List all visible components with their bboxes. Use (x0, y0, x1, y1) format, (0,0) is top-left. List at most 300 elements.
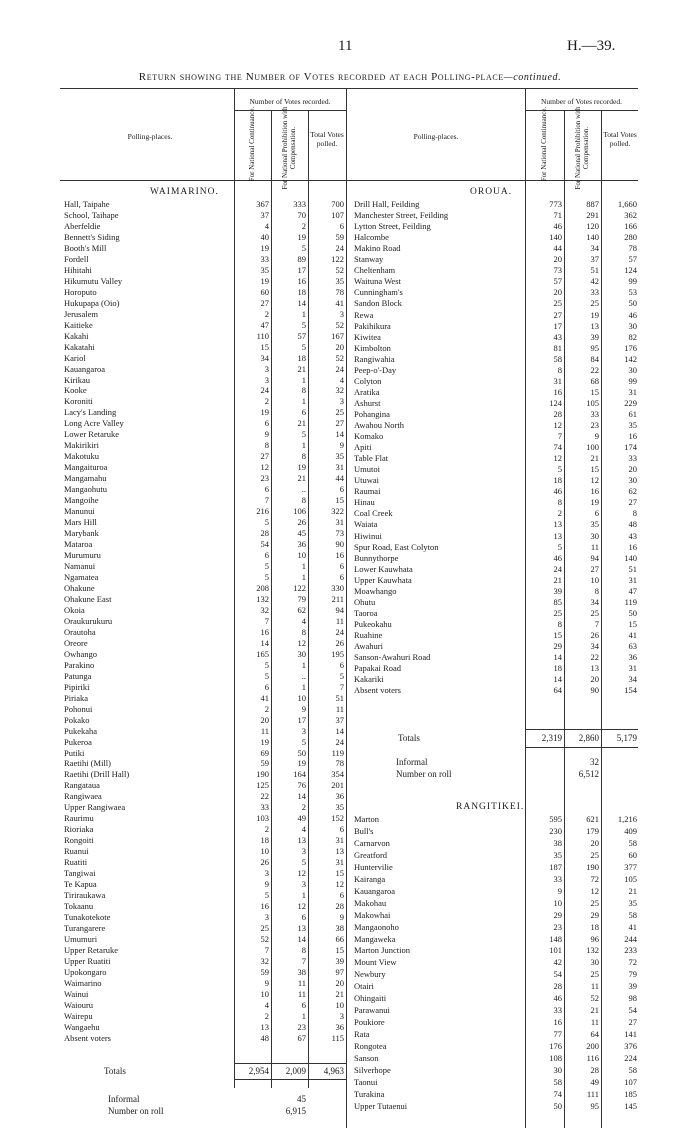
table-row (354, 652, 638, 663)
continuance-votes: 5 (264, 659, 269, 670)
continuance-votes: 13 (260, 1021, 269, 1032)
total-votes: 15 (335, 868, 344, 879)
polling-place-name: Huntervilie (354, 861, 393, 872)
continuance-votes: 15 (260, 341, 269, 352)
polling-place-name: Upper Kauwhata (354, 574, 412, 585)
total-votes: 50 (628, 607, 637, 618)
polling-place-name: Pohonui (64, 703, 93, 714)
waimarino-totals-rule (234, 1063, 346, 1064)
table-row (64, 846, 346, 857)
continuance-votes: 50 (553, 1100, 562, 1111)
continuance-votes: 54 (260, 539, 269, 550)
total-votes: 97 (335, 966, 344, 977)
continuance-votes: 85 (553, 596, 562, 607)
continuance-votes: 7 (264, 944, 269, 955)
continuance-votes: 187 (549, 861, 562, 872)
table-row (64, 1011, 346, 1022)
continuance-votes: 16 (260, 626, 269, 637)
table-row (354, 1041, 638, 1052)
table-row (354, 826, 638, 837)
prohibition-votes: 95 (590, 1100, 599, 1111)
continuance-votes: 9 (557, 885, 562, 896)
total-votes: 15 (335, 944, 344, 955)
table-row (64, 879, 346, 890)
page-title (0, 71, 700, 83)
total-votes: 30 (628, 475, 637, 486)
continuance-votes: 46 (553, 221, 562, 232)
table-row (64, 638, 346, 649)
table-row (64, 407, 346, 418)
total-votes: 185 (624, 1088, 637, 1099)
prohibition-votes: 15 (590, 464, 599, 475)
total-votes: 8 (632, 508, 637, 519)
polling-place-name: Upokongaro (64, 966, 107, 977)
prohibition-votes: 14 (297, 933, 306, 944)
table-row (64, 353, 346, 364)
polling-place-name: Raetihi (Mill) (64, 758, 111, 769)
total-votes: 51 (335, 692, 344, 703)
total-votes: 11 (335, 703, 344, 714)
polling-place-name: Sanson (354, 1053, 379, 1063)
continuance-votes: 46 (553, 552, 562, 563)
total-votes: 36 (335, 1021, 344, 1032)
table-row (354, 1065, 638, 1076)
polling-place-name: Apiti (354, 442, 372, 453)
prohibition-votes: 1 (301, 374, 306, 385)
polling-place-name: Ngamatea (64, 571, 99, 582)
polling-place-name: Turakina (354, 1088, 385, 1099)
table-row (64, 780, 346, 791)
continuance-votes: 12 (553, 453, 562, 464)
table-row (354, 497, 638, 508)
total-votes: 35 (628, 897, 637, 908)
prohibition-votes: 21 (297, 473, 306, 484)
total-votes: 27 (335, 418, 344, 429)
table-row (64, 726, 346, 737)
polling-place-name: Bunnythorpe (354, 552, 399, 563)
continuance-votes: 13 (553, 519, 562, 530)
continuance-votes: 18 (553, 663, 562, 674)
polling-place-name: Upper Tutaenui (354, 1100, 408, 1111)
prohibition-votes: 5 (301, 429, 306, 440)
table-row (64, 517, 346, 528)
polling-place-name: Hinau (354, 497, 375, 508)
table-row (64, 298, 346, 309)
prohibition-votes: 8 (301, 385, 306, 396)
prohibition-votes: 12 (297, 901, 306, 912)
continuance-votes: 54 (553, 969, 562, 980)
table-row (64, 835, 346, 846)
table-row (354, 874, 638, 885)
table-row (354, 1077, 638, 1088)
continuance-votes: 42 (553, 957, 562, 968)
prohibition-votes: 5 (301, 242, 306, 253)
table-row (354, 199, 638, 210)
continuance-votes: 108 (549, 1053, 562, 1063)
continuance-votes: 58 (553, 1076, 562, 1087)
table-row (354, 221, 638, 232)
polling-place-name: Lower Kauwhata (354, 563, 413, 574)
polling-place-name: Mangamahu (64, 473, 107, 484)
table-row (354, 321, 638, 332)
prohibition-votes: 25 (590, 849, 599, 860)
waimarino-total-votes: 4,963 (323, 1066, 344, 1076)
total-votes: 700 (331, 199, 344, 209)
polling-place-name: Makohau (354, 897, 387, 908)
prohibition-votes: 8 (301, 451, 306, 462)
total-votes: 24 (335, 242, 344, 253)
total-votes: 330 (331, 582, 344, 593)
total-votes: 107 (331, 209, 344, 220)
table-row (64, 331, 346, 342)
total-votes: 79 (628, 969, 637, 980)
total-votes: 58 (628, 909, 637, 920)
prohibition-votes: 10 (590, 574, 599, 585)
polling-place-name: Moawhango (354, 585, 397, 596)
continuance-votes: 21 (553, 574, 562, 585)
total-votes: 145 (624, 1100, 637, 1111)
table-row (354, 365, 638, 376)
table-row (354, 862, 638, 873)
continuance-votes: 28 (260, 528, 269, 539)
polling-place-name: Ashurst (354, 397, 381, 408)
prohibition-votes: 25 (590, 607, 599, 618)
prohibition-votes: 7 (301, 955, 306, 966)
total-votes: 60 (628, 849, 637, 860)
total-votes: 63 (628, 641, 637, 651)
table-row (64, 583, 346, 594)
continuance-votes: 73 (553, 265, 562, 276)
prohibition-votes: 42 (590, 276, 599, 287)
continuance-votes: 7 (557, 431, 562, 442)
prohibition-votes: 34 (590, 641, 599, 651)
table-row (64, 671, 346, 682)
polling-place-name: Sandon Block (354, 298, 402, 309)
total-votes: 43 (628, 530, 637, 541)
table-row (64, 649, 346, 660)
table-row (64, 385, 346, 396)
total-votes: 41 (628, 921, 637, 932)
total-votes: 26 (335, 637, 344, 648)
polling-place-name: Spur Road, East Colyton (354, 541, 439, 552)
prohibition-votes: 1 (301, 681, 306, 692)
prohibition-votes: 621 (586, 814, 599, 824)
total-votes: 14 (335, 429, 344, 440)
table-row (354, 814, 638, 825)
total-votes: 52 (335, 264, 344, 275)
continuance-votes: 35 (260, 264, 269, 275)
polling-place-name: Lower Retaruke (64, 429, 119, 440)
table-row (64, 890, 346, 901)
prohibition-votes: 132 (586, 945, 599, 956)
prohibition-votes: 190 (586, 861, 599, 872)
total-votes: 58 (628, 1064, 637, 1075)
table-row (354, 475, 638, 486)
continuance-votes: 39 (553, 585, 562, 596)
prohibition-votes: .. (301, 670, 306, 681)
continuance-votes: 29 (553, 909, 562, 920)
continuance-votes: 43 (553, 331, 562, 342)
total-votes: 280 (624, 232, 637, 243)
table-row (64, 539, 346, 550)
total-votes: 154 (624, 685, 637, 696)
prohibition-votes: 49 (297, 813, 306, 824)
continuance-votes: 60 (260, 286, 269, 297)
polling-place-name: Parakino (64, 659, 95, 670)
prohibition-votes: 1 (301, 659, 306, 670)
continuance-votes: 27 (260, 451, 269, 462)
table-row (354, 619, 638, 630)
continuance-votes: 17 (553, 320, 562, 331)
polling-place-name: Lytton Street, Feilding (354, 221, 431, 232)
prohibition-votes: 52 (590, 993, 599, 1004)
prohibition-votes: 8 (301, 495, 306, 506)
prohibition-votes: 21 (297, 418, 306, 429)
prohibition-votes: 37 (590, 254, 599, 265)
votes-recorded-header-right: Number of Votes recorded. (541, 97, 622, 106)
total-votes: 376 (624, 1041, 637, 1052)
polling-place-name: Makirikiri (64, 440, 99, 451)
continuance-votes: 140 (549, 232, 562, 243)
continuance-votes: 103 (256, 813, 269, 824)
table-row (64, 769, 346, 780)
section-title-waimarino: WAIMARINO. (150, 187, 219, 197)
continuance-votes: 31 (553, 375, 562, 386)
table-row (64, 813, 346, 824)
total-votes: 44 (335, 473, 344, 484)
continuance-votes: 9 (264, 977, 269, 988)
total-votes: 39 (335, 955, 344, 966)
table-row (354, 850, 638, 861)
continuance-votes: 110 (256, 330, 269, 341)
continuance-votes: 6 (264, 681, 269, 692)
total-votes: 201 (331, 780, 344, 791)
continuance-votes: 5 (264, 670, 269, 681)
total-votes: 9 (339, 912, 344, 923)
polling-place-name: Makino Road (354, 243, 401, 254)
prohibition-votes: 13 (297, 835, 306, 846)
total-votes: 3 (339, 1010, 344, 1021)
votes-recorded-header: Number of Votes recorded. (249, 97, 331, 106)
polling-place-name: Okoia (64, 604, 85, 615)
prohibition-votes: 25 (590, 897, 599, 908)
prohibition-votes: 9 (301, 703, 306, 714)
total-votes: 35 (335, 451, 344, 462)
prohibition-votes: 25 (590, 969, 599, 980)
prohibition-votes: 5 (301, 341, 306, 352)
polling-place-name: Kakatahi (64, 341, 95, 352)
polling-place-name: Cheltenham (354, 265, 396, 276)
table-row (354, 553, 638, 564)
polling-place-name: Colyton (354, 375, 382, 386)
continuance-votes: 15 (553, 629, 562, 640)
continuance-votes: 208 (256, 582, 269, 593)
continuance-votes: 10 (260, 846, 269, 857)
prohibition-votes: 57 (297, 330, 306, 341)
total-votes: 1,660 (617, 199, 637, 209)
oroua-roll-label: Number on roll (396, 769, 452, 779)
total-votes: 5 (339, 670, 344, 681)
continuance-votes: 3 (264, 363, 269, 374)
total-votes: 52 (335, 352, 344, 363)
polling-place-name: Ohakune East (64, 593, 112, 604)
continuance-votes: 176 (549, 1041, 562, 1052)
continuance-votes: 34 (260, 352, 269, 363)
prohibition-votes: 3 (301, 725, 306, 736)
prohibition-votes: 179 (586, 825, 599, 836)
national-continuance-header-right: For National Continuance. (540, 106, 548, 182)
polling-place-name: Mangaohutu (64, 484, 107, 495)
continuance-votes: 24 (553, 563, 562, 574)
total-votes: 6 (339, 824, 344, 835)
polling-place-name: Mangaonoho (354, 921, 399, 932)
polling-place-name: Manunui (64, 506, 95, 517)
table-row (64, 802, 346, 813)
polling-place-name: Horoputo (64, 286, 97, 297)
prohibition-votes: 8 (301, 626, 306, 637)
total-votes: 31 (628, 663, 637, 674)
prohibition-votes: 200 (586, 1041, 599, 1052)
prohibition-votes: 5 (301, 736, 306, 747)
prohibition-votes: 140 (586, 232, 599, 243)
continuance-votes: 59 (260, 966, 269, 977)
prohibition-votes: 11 (297, 977, 306, 988)
continuance-votes: 5 (264, 890, 269, 901)
prohibition-votes: 3 (301, 846, 306, 857)
continuance-votes: 58 (553, 353, 562, 364)
table-row (64, 418, 346, 429)
polling-place-name: Upper Retaruke (64, 944, 119, 955)
polling-place-name: Kaitieke (64, 319, 93, 330)
polling-place-name: Mangaituroa (64, 462, 108, 473)
prohibition-votes: 8 (301, 944, 306, 955)
total-votes: 9 (339, 440, 344, 451)
prohibition-votes: 6 (301, 999, 306, 1010)
total-votes: 78 (628, 243, 637, 254)
total-votes: 32 (335, 385, 344, 396)
table-row (354, 981, 638, 992)
polling-place-name: Pukeokahu (354, 618, 392, 629)
table-row (64, 704, 346, 715)
prohibition-votes: 5 (301, 319, 306, 330)
table-row (64, 627, 346, 638)
polling-place-name: Stanway (354, 254, 384, 265)
polling-place-name: Kauangaroa (64, 363, 106, 374)
table-row (354, 398, 638, 409)
prohibition-votes: 19 (297, 462, 306, 473)
polling-place-name: Patunga (64, 670, 92, 681)
prohibition-votes: 11 (590, 1017, 599, 1028)
prohibition-votes: 8 (594, 585, 599, 596)
total-votes: 142 (624, 353, 637, 364)
table-row (64, 199, 346, 210)
total-votes: 37 (335, 714, 344, 725)
table-row (354, 531, 638, 542)
total-votes: 62 (628, 486, 637, 497)
polling-place-name: Coal Creek (354, 508, 393, 519)
polling-place-name: Manchester Street, Feilding (354, 210, 449, 221)
prohibition-votes: 20 (590, 674, 599, 685)
continuance-votes: 2 (264, 396, 269, 407)
prohibition-votes: 45 (297, 528, 306, 539)
continuance-votes: 41 (260, 692, 269, 703)
polling-place-name: Kakahi (64, 330, 89, 341)
polling-place-name: Ruatiti (64, 857, 88, 868)
table-row (354, 276, 638, 287)
polling-place-name: Putiki (64, 747, 85, 758)
prohibition-votes: 30 (297, 648, 306, 659)
prohibition-votes: 12 (297, 868, 306, 879)
continuance-votes: 23 (260, 473, 269, 484)
table-row (64, 451, 346, 462)
total-votes: 54 (628, 1005, 637, 1016)
total-votes: 16 (628, 541, 637, 552)
polling-place-name: Murumuru (64, 550, 101, 561)
continuance-votes: 18 (260, 835, 269, 846)
polling-place-name: Umutoi (354, 464, 380, 475)
total-votes: 82 (628, 331, 637, 342)
table-row (64, 473, 346, 484)
polling-place-name: Mars Hill (64, 517, 97, 528)
total-votes: 124 (624, 265, 637, 276)
polling-place-name: Waiata (354, 519, 378, 530)
table-row (354, 431, 638, 442)
table-row (64, 956, 346, 967)
total-votes: 409 (624, 825, 637, 836)
polling-place-name: Parawanui (354, 1005, 390, 1016)
polling-place-name: Marton (354, 814, 380, 824)
total-votes: 35 (628, 420, 637, 430)
national-prohibition-header: For National Prohibition with Compensation. (281, 106, 297, 190)
polling-place-name: Kariol (64, 352, 86, 363)
polling-place-name: Oraukurukuru (64, 615, 113, 626)
prohibition-votes: 25 (590, 298, 599, 309)
total-votes: 195 (331, 648, 344, 659)
polling-place-name: Ohakune (64, 582, 95, 593)
prohibition-votes: 30 (590, 530, 599, 541)
polling-place-name: Rangataua (64, 780, 100, 791)
total-votes: 322 (331, 506, 344, 517)
table-row (354, 838, 638, 849)
table-row (64, 824, 346, 835)
polling-place-name: Te Kapua (64, 879, 97, 890)
waimarino-roll-label: Number on roll (108, 1106, 164, 1116)
polling-place-name: Kauangaroa (354, 885, 396, 896)
continuance-votes: 46 (553, 993, 562, 1004)
polling-place-name: Ruanui (64, 846, 89, 857)
total-votes: 16 (335, 550, 344, 561)
continuance-votes: 148 (549, 933, 562, 944)
prohibition-votes: 64 (590, 1029, 599, 1040)
polling-place-name: Koroniti (64, 396, 93, 407)
table-row (64, 210, 346, 221)
table-row (354, 685, 638, 696)
polling-place-name: Waituna West (354, 276, 401, 287)
polling-places-header: Polling-places. (127, 132, 173, 141)
waimarino-totals-rule-bottom (234, 1079, 346, 1080)
polling-place-name: Tiriraukawa (64, 890, 106, 901)
total-votes: 30 (628, 364, 637, 375)
table-row (354, 254, 638, 265)
prohibition-votes: 1 (301, 308, 306, 319)
table-row (64, 682, 346, 693)
polling-place-name: Carnarvon (354, 837, 390, 848)
prohibition-votes: 1 (301, 440, 306, 451)
continuance-votes: 19 (260, 275, 269, 286)
polling-place-name: Tangiwai (64, 868, 96, 879)
prohibition-votes: 291 (586, 210, 599, 221)
continuance-votes: 5 (264, 561, 269, 571)
